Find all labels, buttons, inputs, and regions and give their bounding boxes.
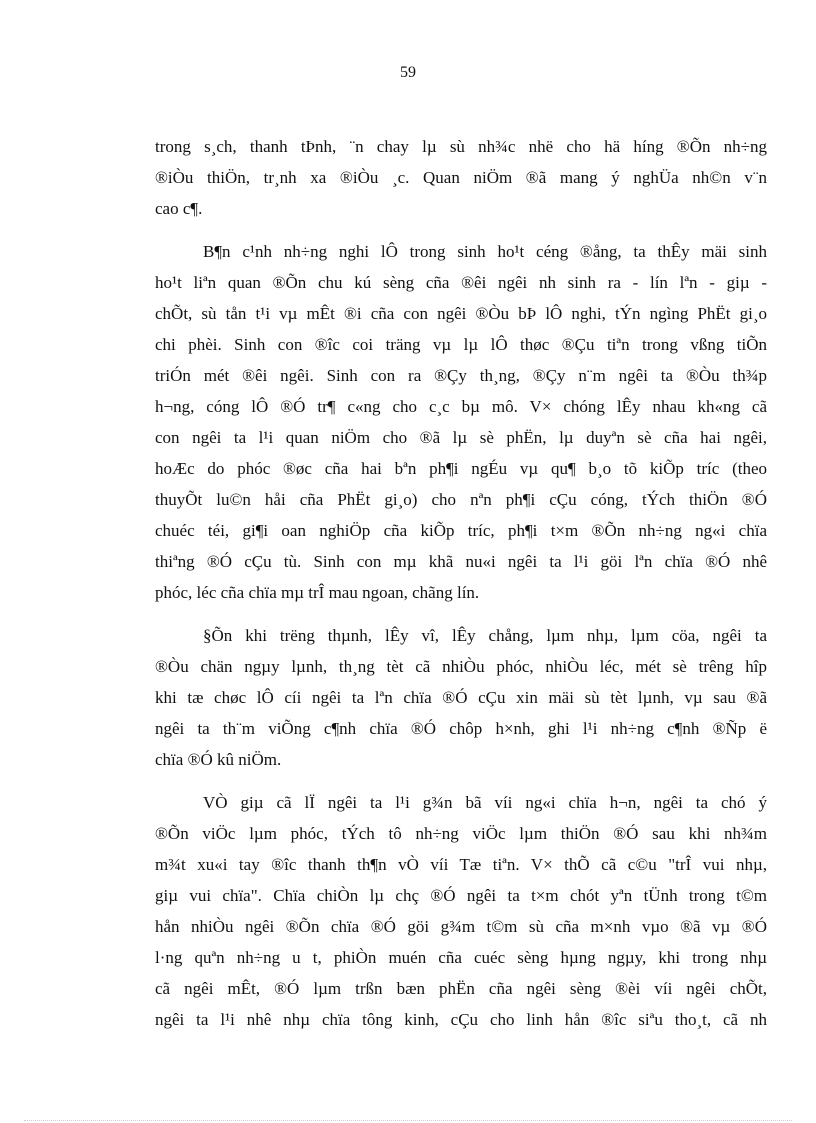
text-line: hån nhiÒu ngêi ®Õn chïa ®Ó göi g¾m t©m sù cña m×nh vµo ®ã vµ ®Ó <box>155 917 767 936</box>
text-line: ®iÒu thiÖn, tr¸nh xa ®iÒu ¸c. Quan niÖm ®ã mang ý nghÜa nh©n v¨n <box>155 168 767 187</box>
text-line: h¬ng, cóng lÔ ®Ó tr¶ c«ng cho c¸c bµ mô. V× chóng lÊy nhau kh«ng cã <box>155 397 767 416</box>
text-line: con ngêi ta l¹i quan niÖm cho ®ã lµ sè phËn, lµ duyªn sè cña hai ngêi, <box>155 428 767 447</box>
text-line: §Õn khi trëng thµnh, lÊy vî, lÊy chång, lµm nhµ, lµm cöa, ngêi ta <box>203 626 767 645</box>
text-line: khi tæ chøc lÔ cíi ngêi ta lªn chïa ®Ó cÇu xin mäi sù tèt lµnh, vµ sau ®ã <box>155 688 767 707</box>
text-line: hoÆc do phóc ®øc cña hai bªn ph¶i ngÉu vµ qu¶ b¸o tõ kiÕp tríc (theo <box>155 459 767 478</box>
text-line: chïa ®Ó kû niÖm. <box>155 750 282 769</box>
text-line: l·ng quªn nh÷ng u t, phiÒn muén cña cuéc sèng hµng ngµy, khi trong nhµ <box>155 948 767 967</box>
text-line: chi phèi. Sinh con ®îc coi träng vµ lµ lÔ thøc ®Çu tiªn trong vßng tiÕn <box>155 335 767 354</box>
text-line: ho¹t liªn quan ®Õn chu kú sèng cña ®êi ngêi nh sinh ra - lín lªn - giµ - <box>155 273 767 292</box>
page-number: 59 <box>400 64 416 81</box>
text-line: thiªng ®Ó cÇu tù. Sinh con mµ khã nu«i ngêi ta l¹i göi lªn chïa ®Ó nhê <box>155 552 767 571</box>
paragraph-2 <box>155 236 767 608</box>
text-line: cã ngêi mÊt, ®Ó lµm trßn bæn phËn cña ngêi sèng ®èi víi ngêi chÕt, <box>155 979 767 998</box>
text-line: phóc, léc cña chïa mµ trÎ mau ngoan, chãng lín. <box>155 583 480 602</box>
text-line: chÕt, sù tån t¹i vµ mÊt ®i cña con ngêi ®Òu bÞ lÔ nghi, tÝn ngìng PhËt gi¸o <box>155 304 767 323</box>
text-line: trong s¸ch, thanh tÞnh, ¨n chay lµ sù nh¾c nhë cho hä híng ®Õn nh÷ng <box>155 137 767 156</box>
text-line: triÓn mét ®êi ngêi. Sinh con ra ®Çy th¸ng, ®Çy n¨m ngêi ta ®Òu th¾p <box>155 366 767 385</box>
text-line: thuyÕt lu©n håi cña PhËt gi¸o) cho nªn ph¶i cÇu cóng, tÝch thiÖn ®Ó <box>155 490 767 509</box>
text-line: cao c¶. <box>155 199 203 218</box>
text-line: chuéc téi, gi¶i oan nghiÖp cña kiÕp tríc, ph¶i t×m ®Õn nh÷ng ng«i chïa <box>155 521 767 540</box>
text-line: ngêi ta l¹i nhê nhµ chïa tông kinh, cÇu cho linh hån ®îc siªu tho¸t, cã nh <box>155 1010 767 1029</box>
text-line: ®Õn viÖc lµm phóc, tÝch tô nh÷ng viÖc lµm thiÖn ®Ó sau khi nh¾m <box>155 824 767 843</box>
text-line: ®Òu chän ngµy lµnh, th¸ng tèt cã nhiÒu phóc, nhiÒu léc, mét sè trêng hîp <box>155 657 767 676</box>
paragraph-1 <box>155 131 767 224</box>
paragraph-3 <box>155 620 767 775</box>
text-line: B¶n c¹nh nh÷ng nghi lÔ trong sinh ho¹t céng ®ång, ta thÊy mäi sinh <box>203 242 767 261</box>
text-line: giµ vui chïa". Chïa chiÒn lµ chç ®Ó ngêi ta t×m chót yªn tÜnh trong t©m <box>155 886 767 905</box>
text-line: m¾t xu«i tay ®îc thanh th¶n vÒ víi Tæ tiªn. V× thÕ cã c©u "trÎ vui nhµ, <box>155 855 767 874</box>
body-text <box>155 131 767 1035</box>
paragraph-4 <box>155 787 767 1035</box>
text-line: VÒ giµ cã lÏ ngêi ta l¹i g¾n bã víi ng«i chïa h¬n, ngêi ta chó ý <box>203 793 767 812</box>
text-line: ngêi ta th¨m viÕng c¶nh chïa ®Ó chôp h×nh, ghi l¹i nh÷ng c¶nh ®Ñp ë <box>155 719 767 738</box>
page-bottom-border <box>24 1120 792 1121</box>
